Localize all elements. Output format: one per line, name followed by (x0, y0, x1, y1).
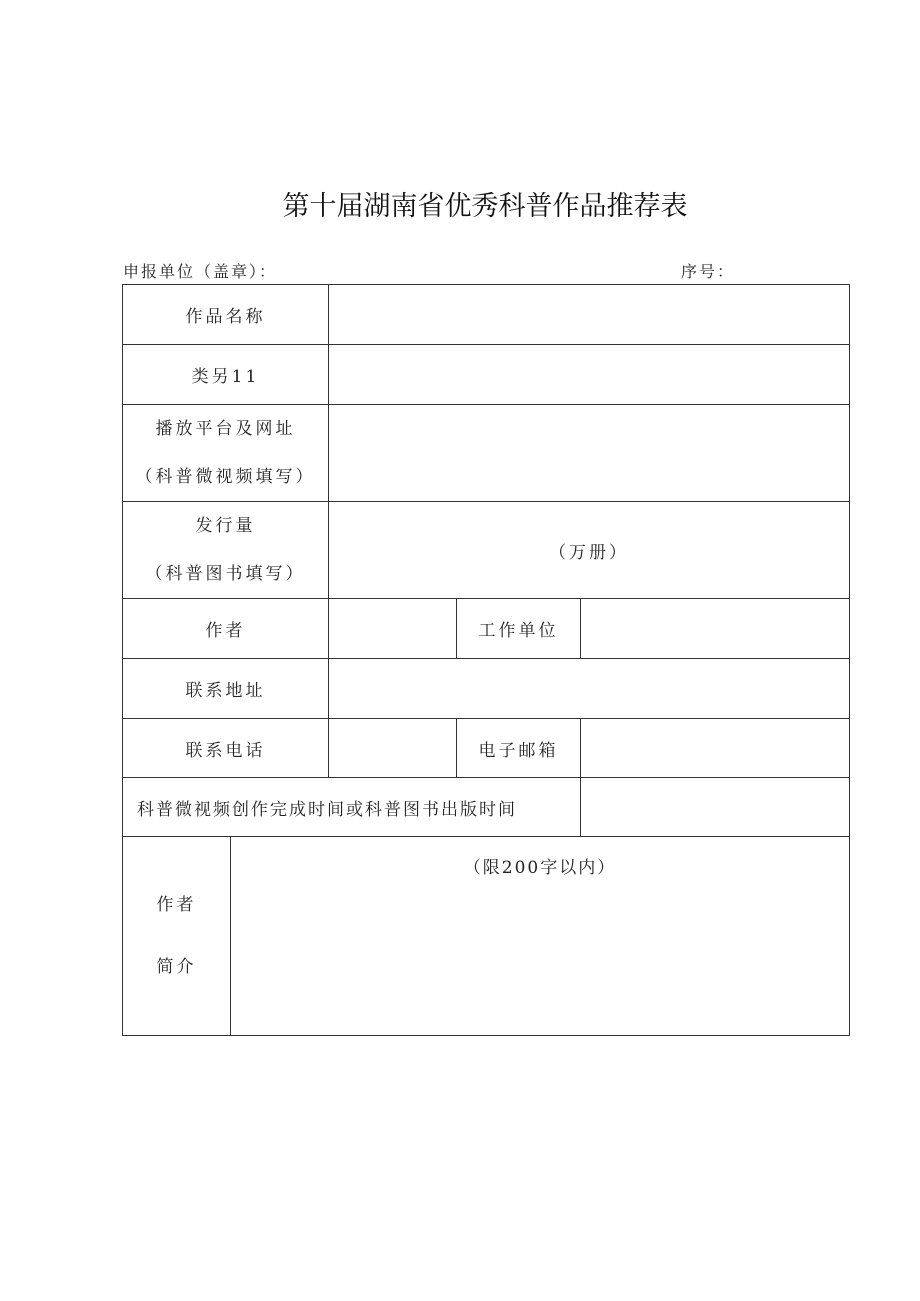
author-field[interactable] (329, 599, 457, 659)
address-field[interactable] (329, 659, 850, 719)
category-label: 类另11 (123, 345, 329, 405)
bio-label-line1: 作者 (156, 895, 197, 915)
platform-label-line1: 播放平台及网址 (155, 419, 296, 439)
page-title: 第十届湖南省优秀科普作品推荐表 (282, 191, 688, 222)
platform-label-line2: （科普微视频填写） (135, 467, 316, 487)
platform-label (123, 405, 329, 502)
row-platform (123, 405, 850, 502)
email-label: 电子邮箱 (457, 719, 581, 778)
applicant-unit-label: 申报单位（盖章）： (123, 262, 278, 281)
work-name-label: 作品名称 (123, 285, 329, 345)
row-category (123, 345, 850, 405)
platform-field[interactable] (329, 405, 850, 502)
circulation-field[interactable] (329, 502, 850, 599)
author-label: 作者 (123, 599, 329, 659)
circulation-label (123, 502, 329, 599)
completion-time-label: 科普微视频创作完成时间或科普图书出版时间 (123, 778, 581, 837)
row-address (123, 659, 850, 719)
serial-number-label: 序号： (681, 262, 736, 281)
work-unit-field[interactable] (581, 599, 850, 659)
completion-time-field[interactable] (581, 778, 850, 837)
phone-field[interactable] (329, 719, 457, 778)
row-bio (123, 837, 850, 1036)
work-name-field[interactable] (329, 285, 850, 345)
circulation-unit: （万册） (549, 542, 629, 563)
bio-field[interactable] (231, 837, 850, 1036)
work-unit-label: 工作单位 (457, 599, 581, 659)
row-completion-time (123, 778, 850, 837)
phone-label: 联系电话 (123, 719, 329, 778)
row-work-name (123, 285, 850, 345)
row-author (123, 599, 850, 659)
category-field[interactable] (329, 345, 850, 405)
row-phone (123, 719, 850, 778)
circulation-label-line1: 发行量 (195, 516, 256, 536)
bio-label-line2: 简介 (156, 957, 197, 977)
bio-limit-note: （限200字以内） (463, 858, 617, 878)
row-circulation (123, 502, 850, 599)
address-label: 联系地址 (123, 659, 329, 719)
circulation-label-line2: （科普图书填写） (145, 564, 306, 584)
bio-label (123, 837, 231, 1036)
email-field[interactable] (581, 719, 850, 778)
recommendation-form-table (122, 284, 850, 1036)
